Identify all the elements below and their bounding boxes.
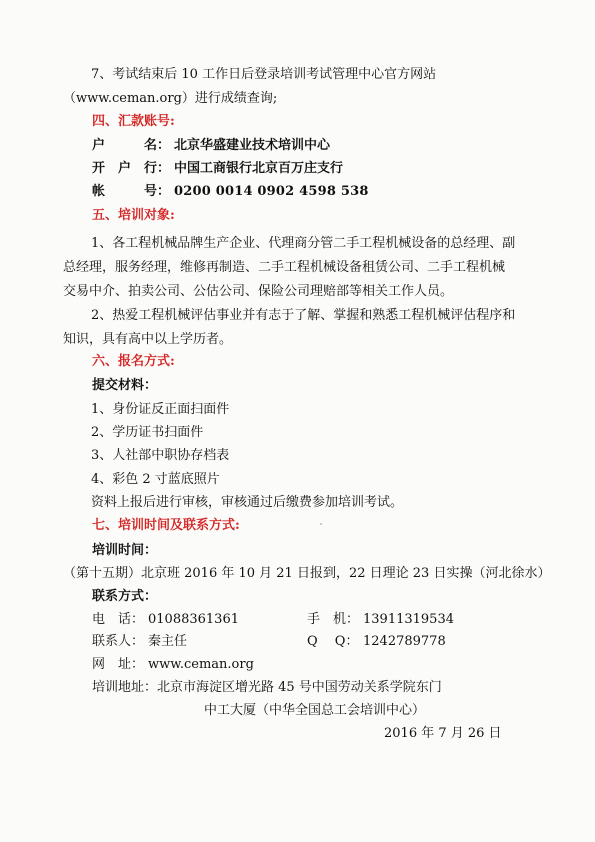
contact-person-row: [92, 634, 187, 650]
bank-row: [92, 161, 343, 177]
target-1-line-2: 总经理，服务经理，维修再制造、二手工程机械设备租赁公司、二手工程机械: [63, 260, 506, 275]
bank-value: 中国工商银行北京百万庄支行: [174, 161, 344, 176]
address-line-2: 中工大厦（中华全国总工会培训中心）: [204, 703, 426, 718]
phone-label: 电 话：: [92, 612, 145, 627]
phone-value: 01088361361: [148, 612, 239, 627]
account-number-value: 0200 0014 0902 4598 538: [174, 184, 369, 199]
training-time-text: （第十五期）北京班 2016 年 10 月 21 日报到，22 日理论 23 日实操（河北徐水）: [63, 566, 551, 581]
exam-result-line-2: （www.ceman.org）进行成绩查询;: [63, 91, 278, 106]
review-note: 资料上报后进行审核，审核通过后缴费参加培训考试。: [91, 495, 404, 510]
account-number-label: 帐 号：: [92, 184, 171, 199]
target-2-line-2: 知识，具有高中以上学历者。: [63, 332, 233, 347]
qq-label: Q Q：: [307, 634, 359, 649]
target-2-line-1: 2、热爱工程机械评估事业并有志于了解、掌握和熟悉工程机械评估程序和: [91, 308, 516, 323]
mobile-label: 手 机：: [307, 612, 360, 627]
account-holder-value: 北京华盛建业技术培训中心: [174, 138, 331, 153]
website-row: [92, 657, 254, 673]
material-item-1: 1、身份证反正面扫面件: [91, 402, 230, 417]
contact-person-label: 联系人：: [92, 634, 145, 649]
material-item-4: 4、彩色 2 寸蓝底照片: [91, 472, 220, 487]
section-5-title: 五、培训对象:: [92, 208, 175, 223]
material-item-2: 2、学历证书扫面件: [91, 425, 204, 440]
target-1-line-3: 交易中介、拍卖公司、公估公司、保险公司理赔部等相关工作人员。: [63, 284, 454, 299]
document-date: 2016 年 7 月 26 日: [384, 726, 502, 741]
phone-row: [92, 612, 239, 628]
account-holder-label: 户 名：: [92, 138, 171, 153]
account-number-row: [92, 184, 369, 200]
exam-result-line-1: 7、考试结束后 10 工作日后登录培训考试管理中心官方网站: [91, 67, 437, 82]
submit-materials-title: 提交材料：: [92, 378, 158, 393]
account-holder-row: [92, 138, 330, 154]
contact-person-value: 秦主任: [148, 634, 188, 649]
website-link[interactable]: www.ceman.org: [148, 657, 254, 672]
section-7-title: 七、培训时间及联系方式:: [92, 518, 240, 533]
mobile-row: [307, 612, 454, 628]
qq-value: 1242789778: [363, 634, 446, 649]
target-1-line-1: 1、各工程机械品牌生产企业、代理商分管二手工程机械设备的总经理、副: [91, 236, 516, 251]
bank-label: 开 户 行：: [92, 161, 171, 176]
section-6-title: 六、报名方式:: [92, 354, 175, 369]
material-item-3: 3、人社部中职协存档表: [91, 448, 230, 463]
scan-speck: [320, 523, 322, 525]
section-4-title: 四、汇款账号:: [92, 114, 175, 129]
mobile-value: 13911319534: [363, 612, 454, 627]
training-time-title: 培训时间：: [92, 543, 158, 558]
address-line-1: 培训地址：北京市海淀区增光路 45 号中国劳动关系学院东门: [92, 680, 442, 695]
qq-row: [307, 634, 446, 650]
contact-title: 联系方式：: [92, 589, 158, 604]
website-label: 网 址：: [92, 657, 145, 672]
